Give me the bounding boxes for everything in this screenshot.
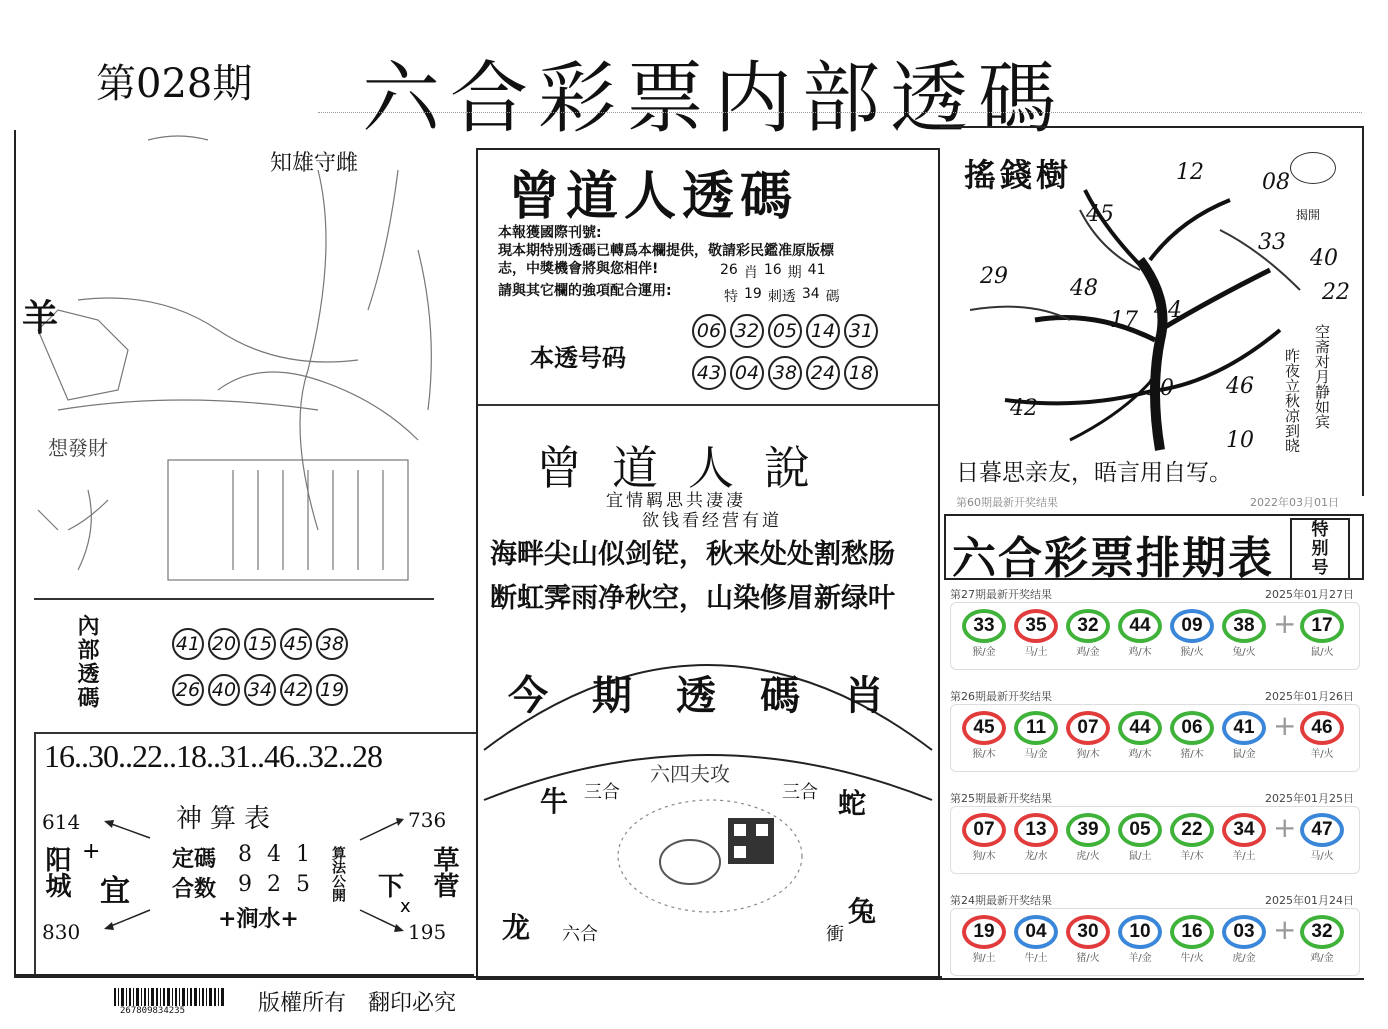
result-row — [944, 790, 1360, 880]
te-item: 34 — [801, 286, 820, 302]
lottery-ball: 06 — [1170, 711, 1214, 745]
yang-cheng: 阳城 — [41, 846, 71, 898]
code-number: 19 — [316, 674, 348, 706]
runshui: +涧水+ — [218, 906, 299, 932]
num-830: 830 — [42, 920, 81, 944]
lottery-ball: 04 — [1014, 915, 1058, 949]
result-header — [944, 790, 1360, 806]
sanhe-right: 三合 — [782, 782, 818, 803]
liuhe-text: 六合 — [562, 924, 598, 945]
qr-sketch — [610, 790, 810, 920]
lottery-ball: 30 — [1066, 915, 1110, 949]
zodiac-long: 龙 — [502, 911, 531, 944]
ben-number: 06 — [692, 314, 726, 348]
result-balls — [950, 806, 1360, 874]
zodiac-label: 龙/水 — [1024, 851, 1048, 862]
result-balls — [950, 704, 1360, 772]
lottery-ball: 03 — [1222, 915, 1266, 949]
issue-number: 第028期 — [96, 61, 253, 107]
zodiac-label: 羊/金 — [1128, 953, 1152, 964]
result-row — [944, 688, 1360, 778]
ben-number: 05 — [768, 314, 802, 348]
result-header — [944, 892, 1360, 908]
zodiac-label: 鼠/土 — [1128, 851, 1152, 862]
tree-logo-label: 揭開 — [1296, 208, 1321, 222]
calc-title: 神算表 — [176, 804, 279, 834]
ball-cell — [1169, 813, 1215, 862]
left-divider — [34, 598, 434, 600]
result-date: 2025年01月25日 — [1265, 792, 1354, 805]
lottery-ball: 41 — [1222, 711, 1266, 745]
ball-cell — [1013, 915, 1059, 964]
code-number: 45 — [280, 628, 312, 660]
tree-bottom-poem: 日暮思亲友，晤言用自写。 — [956, 460, 1232, 486]
lottery-ball: 38 — [1222, 609, 1266, 643]
lottery-ball: 47 — [1300, 813, 1344, 847]
ball-cell — [1221, 711, 1267, 760]
ball-cell — [1221, 915, 1267, 964]
plus-icon: + — [1273, 913, 1297, 946]
ball-cell — [1169, 915, 1215, 964]
tree-number: 12 — [1176, 160, 1204, 185]
zodiac-label: 鼠/金 — [1232, 749, 1256, 760]
code-number: 26 — [172, 674, 204, 706]
title-underline — [318, 112, 1362, 113]
ball-cell — [1299, 813, 1345, 862]
lottery-ball: 44 — [1118, 609, 1162, 643]
special-char: 号 — [1311, 557, 1329, 578]
zodiac-label: 牛/土 — [1024, 953, 1048, 964]
long-sequence: 16..30..22..18..31..46..32..28 — [44, 738, 382, 774]
lottery-ball: 05 — [1118, 813, 1162, 847]
yi-char: 宜 — [100, 874, 130, 909]
lottery-ball: 34 — [1222, 813, 1266, 847]
result-date: 2025年01月26日 — [1265, 690, 1354, 703]
zodiac-label: 狗/土 — [972, 953, 996, 964]
lottery-ball: 46 — [1300, 711, 1344, 745]
zodiac-label: 猴/金 — [972, 647, 996, 658]
zodiac-label: 猪/火 — [1076, 953, 1100, 964]
ben-number: 31 — [844, 314, 878, 348]
code-number: 38 — [316, 628, 348, 660]
lottery-ball: 33 — [962, 609, 1006, 643]
ball-cell — [1117, 813, 1163, 862]
svg-text:x: x — [400, 896, 411, 917]
faint-left: 第60期最新开奖结果 — [956, 496, 1058, 509]
te-item: 碼 — [825, 289, 840, 305]
code-number: 15 — [244, 628, 276, 660]
lottery-ball: 09 — [1170, 609, 1214, 643]
zodiac-label: 虎/金 — [1232, 953, 1256, 964]
te-item: 26 — [720, 262, 738, 278]
result-date: 2025年01月27日 — [1265, 588, 1354, 601]
ball-cell — [1065, 915, 1111, 964]
poem-line-1: 海畔尖山似剑铓，秋来处处割愁肠 — [490, 539, 895, 570]
tree-number: 33 — [1258, 230, 1286, 255]
ball-cell — [1169, 609, 1215, 658]
notice-1: 本報獲國際刊號: — [498, 225, 602, 241]
zodiac-label: 猪/木 — [1180, 749, 1204, 760]
zodiac-label: 牛/火 — [1180, 953, 1204, 964]
ding-ma: 定碼 — [172, 846, 217, 872]
zodiac-label: 兔/火 — [1232, 647, 1256, 658]
svg-text:+: + — [82, 839, 101, 864]
result-row — [944, 586, 1360, 676]
ben-balls-row-2 — [690, 356, 880, 390]
ben-balls-row-1 — [690, 314, 880, 348]
code-number: 42 — [280, 674, 312, 706]
lottery-ball: 22 — [1170, 813, 1214, 847]
lottery-ball: 07 — [962, 813, 1006, 847]
ball-cell — [1013, 813, 1059, 862]
digits-2: 9 2 5 — [238, 872, 314, 897]
te-item: 16 — [763, 262, 782, 278]
tree-number: 17 — [1110, 308, 1138, 333]
te-item: 41 — [807, 262, 826, 278]
ball-cell — [961, 609, 1007, 658]
result-label: 第27期最新开奖结果 — [950, 588, 1052, 601]
inner-code-label: 內部透碼 — [74, 614, 100, 710]
ball-cell — [1065, 609, 1111, 658]
lottery-ball: 19 — [962, 915, 1006, 949]
ball-cell — [1013, 711, 1059, 760]
zodiac-label: 羊/土 — [1232, 851, 1256, 862]
left-sketch-art — [18, 130, 468, 600]
zodiac-label: 马/金 — [1024, 749, 1048, 760]
lottery-ball: 17 — [1300, 609, 1344, 643]
zodiac-label: 马/火 — [1310, 851, 1334, 862]
no-copy: 翻印必究 — [368, 991, 457, 1016]
inner-code-row-2 — [170, 674, 350, 706]
saying-title: 曾道人說 — [536, 441, 840, 495]
te-item: 期 — [787, 265, 802, 281]
te-item: 刺透 — [767, 289, 796, 305]
zodiac-tu: 兔 — [848, 895, 877, 928]
digits-1: 8 4 1 — [238, 842, 314, 867]
result-balls — [950, 908, 1360, 976]
ball-cell — [1221, 609, 1267, 658]
code-number: 20 — [208, 628, 240, 660]
zodiac-niu: 牛 — [540, 785, 569, 818]
money-tree-title: 搖錢樹 — [964, 156, 1073, 194]
tree-number: 48 — [1070, 276, 1098, 301]
ben-number: 32 — [730, 314, 764, 348]
middle-title: 曾道人透碼 — [508, 166, 799, 227]
num-195: 195 — [408, 920, 447, 944]
ball-cell — [1299, 609, 1345, 658]
zodiac-label: 马/土 — [1024, 647, 1048, 658]
tree-number: 30 — [1146, 376, 1174, 401]
xia-char: 下 — [378, 872, 405, 902]
zodiac-she: 蛇 — [838, 787, 867, 820]
lottery-ball: 16 — [1170, 915, 1214, 949]
chong-text: 衝 — [826, 924, 844, 945]
ben-number: 18 — [844, 356, 878, 390]
result-header — [944, 688, 1360, 704]
ball-cell — [1299, 915, 1345, 964]
zodiac-label: 猴/火 — [1180, 647, 1204, 658]
tree-number: 40 — [1310, 246, 1338, 271]
special-char: 别 — [1311, 538, 1329, 559]
lottery-ball: 32 — [1066, 609, 1110, 643]
ben-number: 14 — [806, 314, 840, 348]
lottery-ball: 35 — [1014, 609, 1058, 643]
saying-1: 宜情羁思共凄凄 — [606, 491, 746, 511]
tree-logo — [1290, 152, 1336, 184]
lottery-ball: 32 — [1300, 915, 1344, 949]
tree-number: 22 — [1322, 280, 1350, 305]
zodiac-label: 鸡/木 — [1128, 749, 1152, 760]
zodiac-label: 虎/火 — [1076, 851, 1100, 862]
zodiac-label: 狗/木 — [1076, 749, 1100, 760]
lottery-ball: 10 — [1118, 915, 1162, 949]
ball-cell — [1299, 711, 1345, 760]
special-box — [1290, 518, 1350, 580]
te-row-1 — [720, 262, 825, 282]
right-bottom-border — [940, 978, 1364, 980]
main-title: 六合彩票内部透碼 — [362, 54, 1067, 144]
tree-number: 10 — [1226, 428, 1254, 453]
te-item: 特 — [724, 289, 738, 305]
ben-number: 24 — [806, 356, 840, 390]
calc-arrows — [60, 810, 420, 940]
ball-cell — [1013, 609, 1059, 658]
result-label: 第24期最新开奖结果 — [950, 894, 1052, 907]
num-614: 614 — [42, 810, 81, 834]
ben-number: 04 — [730, 356, 764, 390]
ball-cell — [1117, 609, 1163, 658]
zodiac-label: 鸡/金 — [1076, 647, 1100, 658]
saying-2: 欲钱看经营有道 — [642, 511, 782, 531]
code-number: 40 — [208, 674, 240, 706]
schedule-title: 六合彩票排期表 — [952, 533, 1274, 584]
zodiac-label: 狗/木 — [972, 851, 996, 862]
sanhe-left: 三合 — [584, 782, 620, 803]
page-bottom-line — [14, 976, 942, 978]
lottery-ball: 11 — [1014, 711, 1058, 745]
lottery-ball: 07 — [1066, 711, 1110, 745]
tree-number: 46 — [1226, 374, 1254, 399]
lottery-ball: 13 — [1014, 813, 1058, 847]
zodiac-label: 鸡/金 — [1310, 953, 1334, 964]
te-item: 肖 — [743, 265, 758, 281]
faint-right: 2022年03月01日 — [1250, 496, 1339, 509]
ball-cell — [1169, 711, 1215, 760]
special-char: 特 — [1311, 519, 1329, 540]
code-number: 34 — [244, 674, 276, 706]
he-shu: 合数 — [172, 876, 217, 902]
result-balls — [950, 602, 1360, 670]
notice-2: 現本期特別透碼已轉爲本欄提供，敬請彩民鑑准原版標 — [498, 243, 834, 259]
result-header — [944, 586, 1360, 602]
small-text: 想發財 — [48, 436, 108, 460]
cao-jian: 草菅 — [429, 846, 459, 898]
lottery-ball: 45 — [962, 711, 1006, 745]
inner-code-row-1 — [170, 628, 350, 660]
tree-number: 44 — [1154, 298, 1182, 323]
plus-icon: + — [1273, 811, 1297, 844]
tree-number: 45 — [1086, 202, 1114, 227]
left-top-caption: 知雄守雌 — [270, 151, 359, 176]
plus-icon: + — [1273, 607, 1297, 640]
arc-title: 今期透碼肖 — [508, 672, 928, 719]
tree-number: 29 — [980, 264, 1008, 289]
animal-yang: 羊 — [22, 297, 59, 339]
ball-cell — [1117, 915, 1163, 964]
notice-3: 志，中獎機會將與您相伴! — [498, 261, 659, 277]
lottery-ball: 44 — [1118, 711, 1162, 745]
zodiac-label: 羊/木 — [1180, 851, 1204, 862]
tree-number: 08 — [1262, 170, 1290, 195]
ball-cell — [1065, 711, 1111, 760]
te-row-2 — [724, 286, 840, 306]
ben-number: 43 — [692, 356, 726, 390]
num-736: 736 — [408, 808, 447, 832]
result-date: 2025年01月24日 — [1265, 894, 1354, 907]
ball-cell — [961, 915, 1007, 964]
code-number: 41 — [172, 628, 204, 660]
tree-number: 42 — [1010, 396, 1038, 421]
result-row — [944, 892, 1360, 982]
zodiac-label: 鼠/火 — [1310, 647, 1334, 658]
zodiac-label: 鸡/木 — [1128, 647, 1152, 658]
result-label: 第26期最新开奖结果 — [950, 690, 1052, 703]
ben-number: 38 — [768, 356, 802, 390]
lottery-ball: 39 — [1066, 813, 1110, 847]
poem-right-2: 昨夜立秋凉到晓 — [1283, 348, 1301, 453]
ball-cell — [1117, 711, 1163, 760]
te-item: 19 — [744, 286, 762, 302]
zodiac-label: 猴/木 — [972, 749, 996, 760]
ben-label: 本透号码 — [530, 343, 626, 372]
plus-icon: + — [1273, 709, 1297, 742]
zodiac-label: 羊/火 — [1310, 749, 1334, 760]
notice-4: 請與其它欄的強項配合運用: — [498, 283, 672, 299]
ball-cell — [961, 711, 1007, 760]
ball-cell — [961, 813, 1007, 862]
fa-gong: 算法公開 — [330, 846, 346, 902]
poem-right-1: 空斋对月静如宾 — [1313, 324, 1331, 429]
result-label: 第25期最新开奖结果 — [950, 792, 1052, 805]
ball-cell — [1221, 813, 1267, 862]
liusi-text: 六四夫攻 — [650, 762, 730, 786]
ball-cell — [1065, 813, 1111, 862]
barcode-number: 267809834235 — [120, 1006, 186, 1016]
poem-line-2: 断虹霁雨净秋空，山染修眉新绿叶 — [490, 583, 895, 614]
middle-divider — [478, 404, 938, 406]
copyright: 版權所有 — [258, 991, 347, 1016]
